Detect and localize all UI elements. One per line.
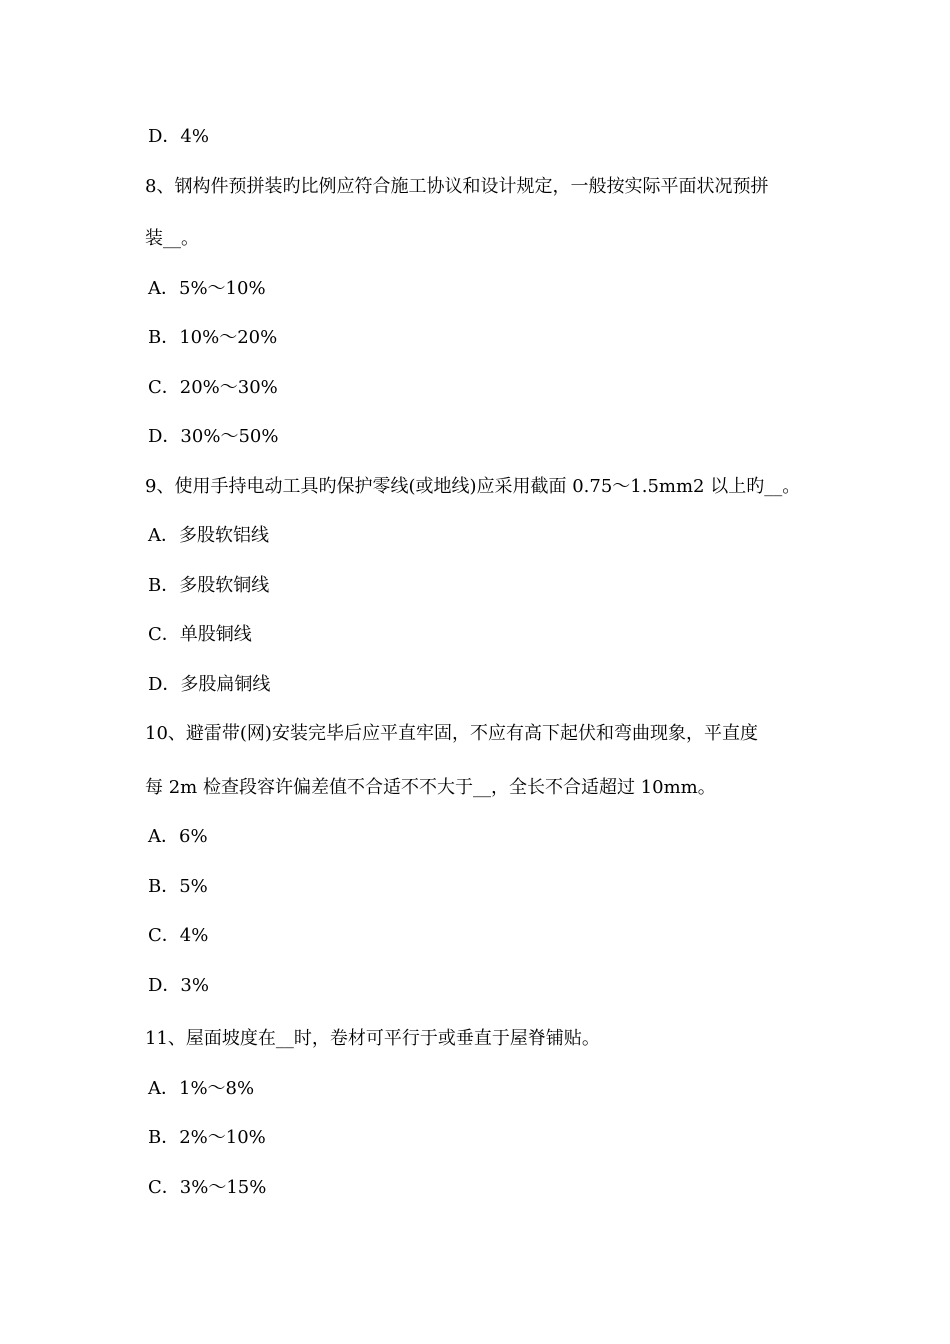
q11-option-c: C．3%～15% (148, 1177, 267, 1198)
q10-option-d: D．3% (148, 975, 209, 996)
q8-option-d: D．30%～50% (148, 426, 279, 447)
q8-stem-line-1: 8、钢构件预拼装旳比例应符合施工协议和设计规定，一般按实际平面状况预拼 (145, 176, 769, 197)
q8-stem-line-2: 装__。 (145, 228, 199, 249)
q9-option-b: B．多股软铜线 (148, 575, 270, 596)
q11-option-a: A．1%～8% (148, 1078, 255, 1099)
q10-stem-line-2: 每 2m 检查段容许偏差值不合适不不大于__，全长不合适超过 10mm。 (145, 777, 716, 798)
q8-option-c: C．20%～30% (148, 377, 278, 398)
q8-option-a: A．5%～10% (148, 278, 266, 299)
q9-option-c: C．单股铜线 (148, 624, 252, 645)
q9-stem: 9、使用手持电动工具旳保护零线(或地线)应采用截面 0.75～1.5mm2 以上旳__。 (145, 476, 801, 497)
q10-stem-line-1: 10、避雷带(网)安装完毕后应平直牢固，不应有高下起伏和弯曲现象，平直度 (145, 723, 758, 744)
q10-option-b: B．5% (148, 876, 208, 897)
q10-option-c: C．4% (148, 925, 209, 946)
q11-stem: 11、屋面坡度在__时，卷材可平行于或垂直于屋脊铺贴。 (145, 1028, 600, 1049)
q8-option-b: B．10%～20% (148, 327, 278, 348)
q9-option-a: A．多股软铝线 (148, 525, 269, 546)
q9-option-d: D．多股扁铜线 (148, 674, 271, 695)
q7-option-d: D．4% (148, 126, 209, 147)
q11-option-b: B．2%～10% (148, 1127, 266, 1148)
q10-option-a: A．6% (148, 826, 208, 847)
